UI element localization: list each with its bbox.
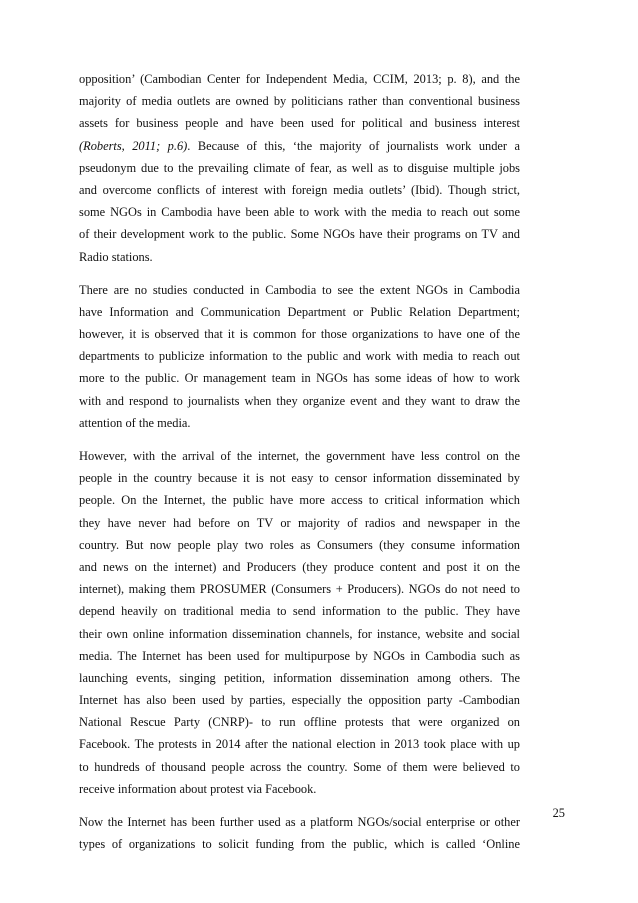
text-line: have Information and Communication Department or Public Relation Department; [79, 304, 520, 319]
body-text [79, 68, 520, 866]
text-line: with and respond to journalists when they organize event and they want to draw the [79, 393, 520, 408]
text-line: people in the country because it is not easy to censor information disseminated by [79, 471, 520, 486]
paragraph [79, 811, 520, 855]
text-line: some NGOs in Cambodia have been able to work with the media to reach out some [79, 205, 520, 220]
text-line: attention of the media. [79, 415, 191, 430]
paragraph [79, 279, 520, 434]
text-line: more to the public. Or management team in NGOs has some ideas of how to work [79, 371, 520, 386]
text-line: they have never had before on TV or majority of radios and newspaper in the [79, 515, 520, 530]
paragraph [79, 68, 520, 268]
text-line: country. But now people play two roles as Consumers (they consume information [79, 537, 520, 552]
text-line: media. The Internet has been used for multipurpose by NGOs in Cambodia such as [79, 648, 520, 663]
text-line: opposition’ (Cambodian Center for Independent Media, CCIM, 2013; p. 8), and the [79, 72, 520, 86]
text-line: assets for business people and have been used for political and business interest [79, 116, 520, 131]
text-line: launching events, singing petition, information dissemination among others. The [79, 670, 520, 685]
text-line: pseudonym due to the prevailing climate of fear, as well as to disguise multiple jobs [79, 160, 520, 175]
citation: (Roberts, 2011; p.6) [79, 138, 188, 153]
text-line: people. On the Internet, the public have more access to critical information which [79, 493, 520, 508]
text-line: of their development work to the public. Some NGOs have their programs on TV and [79, 227, 520, 242]
text-line: (Roberts, 2011; p.6). Because of this, ‘the majority of journalists work under a [79, 138, 520, 153]
text-line: Radio stations. [79, 249, 153, 264]
text-line: departments to publicize information to the public and work with media to reach out [79, 349, 520, 364]
text-line: majority of media outlets are owned by politicians rather than conventional business [79, 94, 520, 109]
text-line: their own online information dissemination channels, for instance, website and social [79, 626, 520, 641]
text-line: Internet has also been used by parties, especially the opposition party -Cambodian [79, 693, 520, 708]
text-line: receive information about protest via Facebook. [79, 781, 317, 796]
text-line: and overcome conflicts of interest with foreign media outlets’ (Ibid). Though strict, [79, 182, 520, 197]
paragraph [79, 445, 520, 800]
page-number: 25 [552, 806, 565, 820]
text-line: and news on the internet) and Producers (they produce content and post it on the [79, 559, 520, 574]
text-line: to hundreds of thousand people across the country. Some of them were believed to [79, 759, 520, 774]
text-line: Facebook. The protests in 2014 after the national election in 2013 took place with up [79, 737, 520, 752]
text-line: There are no studies conducted in Cambodia to see the extent NGOs in Cambodia [79, 282, 520, 297]
text-line: however, it is observed that it is common for those organizations to have one of the [79, 327, 520, 342]
text-line: National Rescue Party (CNRP)- to run offline protests that were organized on [79, 715, 520, 730]
text-line: Now the Internet has been further used as a platform NGOs/social enterprise or other [79, 815, 520, 829]
text-line: depend heavily on traditional media to send information to the public. They have [79, 604, 520, 619]
text-line: types of organizations to solicit funding from the public, which is called ‘Online [79, 837, 520, 852]
text-line: However, with the arrival of the internet, the government have less control on the [79, 449, 520, 463]
text-line: internet), making them PROSUMER (Consumers + Producers). NGOs do not need to [79, 582, 520, 597]
